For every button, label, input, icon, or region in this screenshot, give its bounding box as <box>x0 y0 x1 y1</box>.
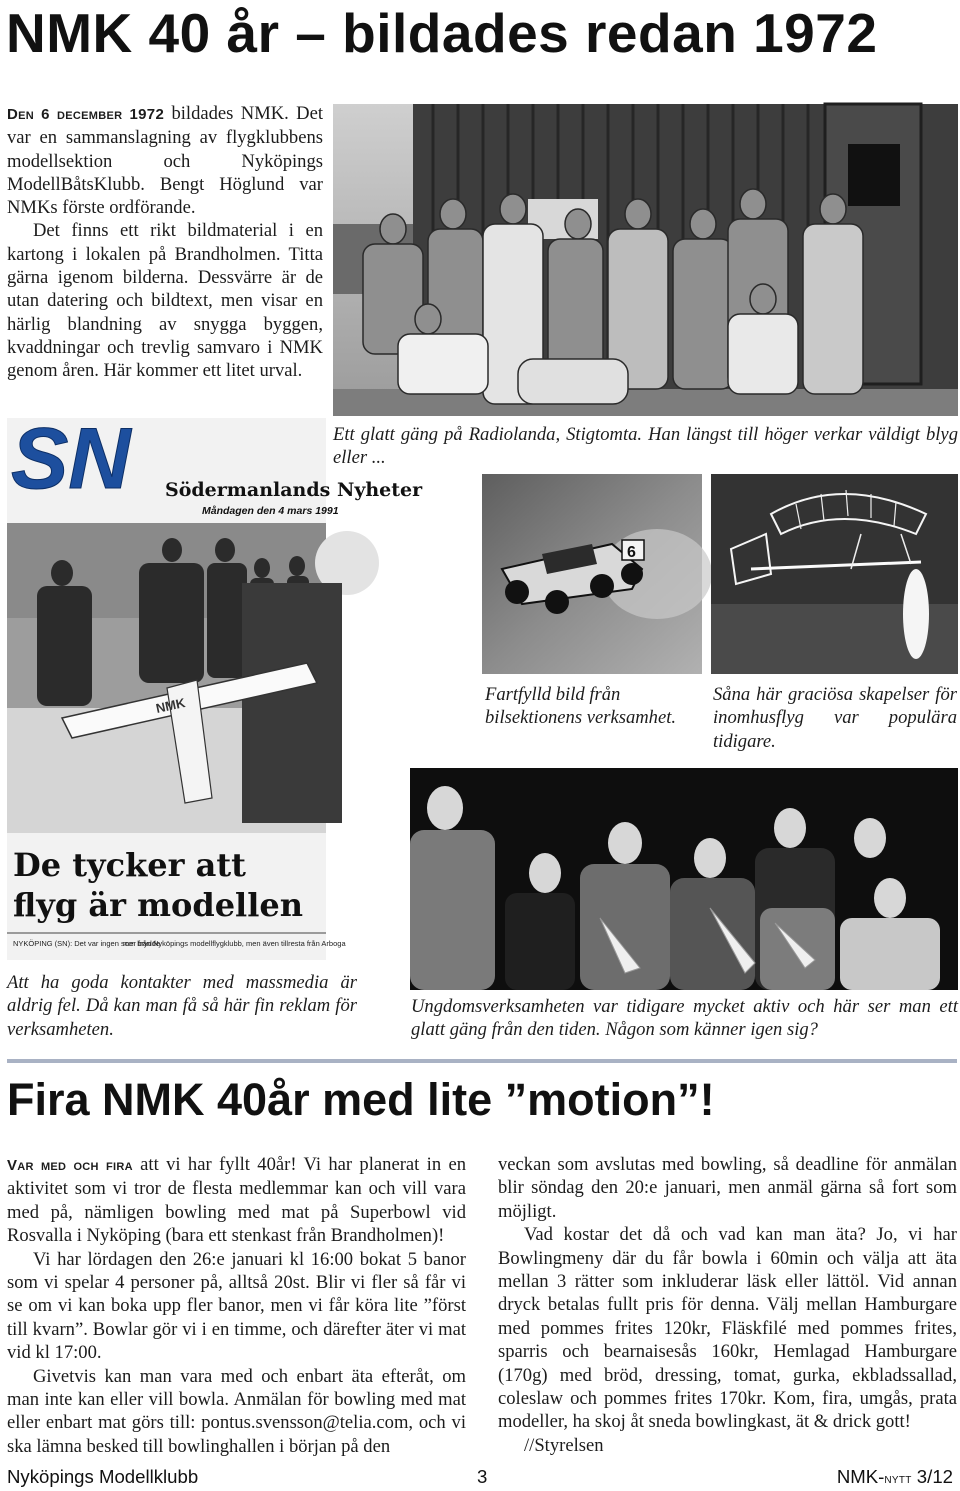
footer-club-name: Nyköpings Modellklubb <box>7 1466 199 1487</box>
article2-signature: //Styrelsen <box>524 1434 604 1456</box>
footer-issue-prefix: NMK- <box>836 1466 885 1487</box>
newspaper-plane-text: NMK <box>154 695 187 716</box>
newspaper-body-col-2: mer från Nyköpings modellflygklubb, men även tillresta från Arboga <box>123 939 346 948</box>
intro-paragraph-1 <box>7 102 323 219</box>
article2-paragraph-2: Vi har lördagen den 26:e januari kl 16:00 bokat 5 banor som vi spelar 4 personer på, alltså 20st. Blir vi fler så får vi se om vi kan boka upp fler banor, men vi får köra lite ”först till kvarn”. Bowlar gör vi i en timme, och därefter äter vi mat vid kl 17:00. <box>7 1248 466 1364</box>
article2-paragraph-5: Vad kostar det då och vad kan man äta? Jo, vi har Bowlingmeny där du får bowla i 60min och välja att äta mellan 3 rätter som inkluderar läsk eller lättöl. Vid annan dryck betalas fullt pris för denna. Välj mellan Hamburgare med pommes frites 120kr, Fläskfilé med pommes frites, sparris och bearnaisesås 160kr, Hemlagad Hamburgare (170g) med bröd, dressing, tomat, gurka, ekbladssallad, coleslaw och pommes frites 170kr. Kom, fira, umgås, prata modeller, ha skoj åt sneda bowlingkast, ät & drick gott! <box>498 1224 957 1433</box>
intro-text <box>7 102 323 383</box>
group-photo-caption: Ett glatt gäng på Radiolanda, Stigtomta. Han längst till höger verkar väldigt blyg eller ... <box>333 424 958 469</box>
article2-paragraph-1 <box>7 1153 466 1248</box>
article2-title: Fira NMK 40år med lite ”motion”! <box>7 1074 715 1125</box>
newspaper-body-col-1: NYKÖPING (SN): Det var ingen som brydde <box>13 939 161 948</box>
article-title: NMK 40 år – bildades redan 1972 <box>6 2 878 64</box>
indoor-plane-photo <box>711 474 958 674</box>
group-photo <box>333 104 958 416</box>
article2-paragraph-3: Givetvis kan man vara med och enbart äta efteråt, om man inte kan eller vill bowla. Anmälan för bowling med mat eller enbart mat görs till: pontus.svensson@telia.com, och vi ska lämna besked till bowlinghallen i början på den <box>7 1365 466 1457</box>
intro-paragraph-2: Det finns ett rikt bildmaterial i en kartong i lokalen på Brandholmen. Titta gärna igenom bilderna. Dessvärre är de utan datering och bildtext, men visar en härlig blandning av snygga byggen, kvaddningar och trevlig samvaro i NMK genom åren. Här kommer ett litet urval. <box>7 220 323 382</box>
rc-car-caption: Fartfylld bild från bilsektionens verksamhet. <box>485 684 677 729</box>
section-divider <box>7 1059 957 1063</box>
article2-column-right <box>498 1153 957 1457</box>
intro-paragraph-1-text: bildades NMK. Det var en sammanslagning av flygklubbens modellsektion och Nyköpings ModellBåtsKlubb. Bengt Höglund var NMKs förste ordförande. <box>7 103 323 219</box>
newspaper-headline-1: De tycker att <box>13 846 246 884</box>
rc-car-photo <box>482 474 702 674</box>
newspaper-caption: Att ha goda kontakter med massmedia är aldrig fel. Då kan man få så här fin reklam för verksamheten. <box>7 972 357 1040</box>
intro-lead: Den 6 december 1972 <box>7 106 165 123</box>
footer-issue-number: 3/12 <box>911 1466 953 1487</box>
newspaper-masthead: Södermanlands Nyheter <box>165 479 423 501</box>
youth-group-caption: Ungdomsverksamheten var tidigare mycket aktiv och här ser man ett glatt gäng från den tiden. Någon som känner igen sig? <box>411 996 958 1041</box>
newspaper-logo: SN <box>11 411 131 507</box>
footer-issue-name: nytt <box>884 1470 912 1486</box>
rc-car-number: 6 <box>627 544 636 561</box>
article2-lead: Var med och fira <box>7 1157 133 1174</box>
article2-paragraph-4: veckan som avslutas med bowling, så deadline för anmälan blir söndag den 20:e januari, men anmäl gärna så fort som möjligt. <box>498 1154 957 1222</box>
newspaper-headline-2: flyg är modellen <box>13 886 303 924</box>
newspaper-clipping <box>7 411 423 960</box>
newspaper-date: Måndagen den 4 mars 1991 <box>202 505 339 517</box>
article2-column-left <box>7 1153 466 1458</box>
footer-page-number: 3 <box>477 1466 488 1487</box>
article2-paragraph-1-text: att vi har fyllt 40år! Vi har planerat in en aktivitet som vi tror de flesta medlemmar kan och vill vara med på, nämligen bowling med mat på Superbowl vid Rosvalla i Nyköping (bara ett stenkast från Brandholmen)! <box>7 1154 466 1247</box>
youth-group-photo <box>410 768 958 990</box>
footer-issue <box>837 1465 953 1490</box>
indoor-plane-caption: Såna här graciösa skapelser för inomhusflyg var populära tidigare. <box>713 684 957 752</box>
